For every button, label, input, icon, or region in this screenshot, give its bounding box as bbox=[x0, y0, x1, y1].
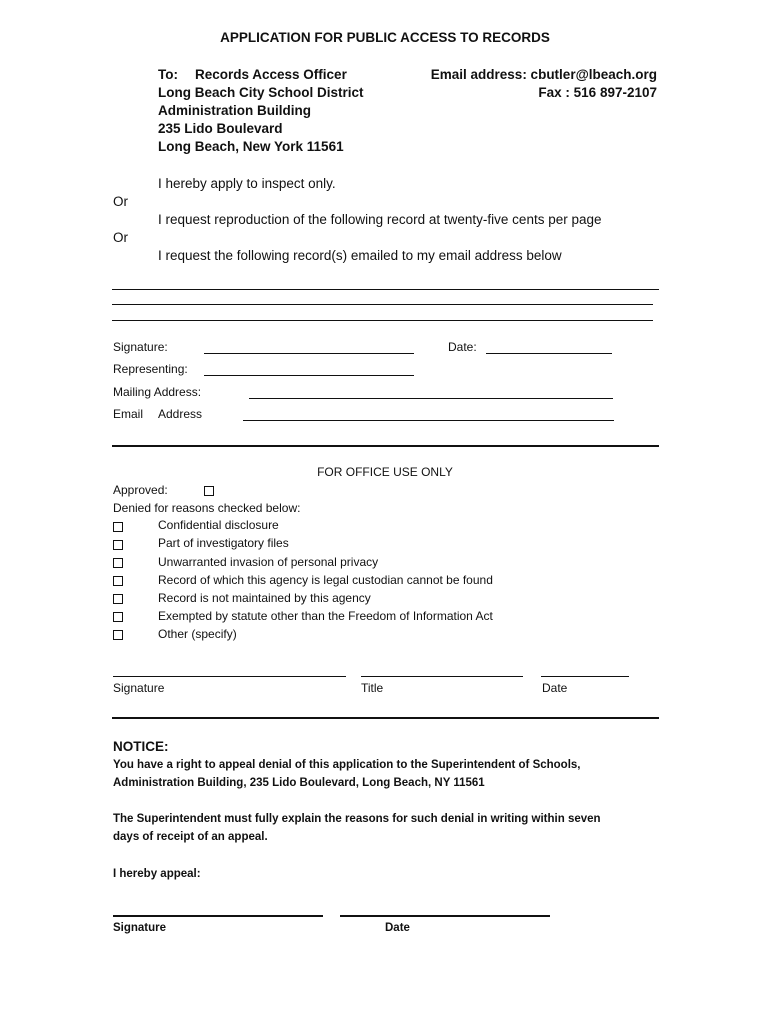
notice-text: You have a right to appeal denial of this application to the Superintendent of Schools, bbox=[113, 759, 581, 771]
reason-label: Other (specify) bbox=[158, 627, 237, 641]
office-signature-label: Signature bbox=[113, 681, 165, 695]
office-date-field[interactable] bbox=[541, 676, 629, 677]
to-label: To: bbox=[158, 67, 178, 82]
reason-checkbox[interactable] bbox=[113, 576, 123, 586]
street-address: 235 Lido Boulevard bbox=[158, 121, 283, 136]
office-heading: FOR OFFICE USE ONLY bbox=[317, 465, 453, 479]
option-emailed: I request the following record(s) emailed to my email address below bbox=[158, 248, 562, 263]
city-address: Long Beach, New York 11561 bbox=[158, 139, 344, 154]
approved-label: Approved: bbox=[113, 483, 168, 497]
date-label: Date: bbox=[448, 340, 477, 354]
building-name: Administration Building bbox=[158, 103, 311, 118]
request-line-1[interactable] bbox=[112, 289, 659, 290]
option-reproduce: I request reproduction of the following record at twenty-five cents per page bbox=[158, 212, 602, 227]
records-officer: Records Access Officer bbox=[195, 67, 347, 82]
reason-label: Record of which this agency is legal custodian cannot be found bbox=[158, 573, 493, 587]
representing-field[interactable] bbox=[204, 375, 414, 376]
or-label-2: Or bbox=[113, 230, 128, 245]
appeal-signature-field[interactable] bbox=[113, 915, 323, 917]
mailing-label: Mailing Address: bbox=[113, 385, 202, 399]
fax-contact: Fax : 516 897-2107 bbox=[538, 85, 657, 100]
date-field[interactable] bbox=[486, 353, 612, 354]
reason-checkbox[interactable] bbox=[113, 522, 123, 532]
district-name: Long Beach City School District bbox=[158, 85, 364, 100]
notice-text: days of receipt of an appeal. bbox=[113, 831, 268, 843]
email-address-label: Address bbox=[158, 407, 203, 421]
reason-checkbox[interactable] bbox=[113, 630, 123, 640]
request-line-3[interactable] bbox=[112, 320, 653, 321]
reason-label: Record is not maintained by this agency bbox=[158, 591, 371, 605]
section-divider-1 bbox=[112, 445, 659, 447]
email-label: Email bbox=[113, 407, 144, 421]
reason-label: Confidential disclosure bbox=[158, 518, 279, 532]
form-title: APPLICATION FOR PUBLIC ACCESS TO RECORDS bbox=[220, 30, 550, 45]
appeal-date-label: Date bbox=[385, 922, 410, 934]
reason-label: Part of investigatory files bbox=[158, 536, 289, 550]
reason-label: Unwarranted invasion of personal privacy bbox=[158, 555, 379, 569]
option-inspect: I hereby apply to inspect only. bbox=[158, 176, 336, 191]
or-label-1: Or bbox=[113, 194, 128, 209]
notice-heading: NOTICE: bbox=[113, 739, 169, 754]
denied-label: Denied for reasons checked below: bbox=[113, 501, 301, 515]
email-field[interactable] bbox=[243, 420, 614, 421]
office-title-label: Title bbox=[361, 681, 384, 695]
reason-checkbox[interactable] bbox=[113, 594, 123, 604]
office-date-label: Date bbox=[542, 681, 568, 695]
notice-text: The Superintendent must fully explain the reasons for such denial in writing within seven bbox=[113, 813, 601, 825]
mailing-field[interactable] bbox=[249, 398, 613, 399]
representing-label: Representing: bbox=[113, 362, 188, 376]
appeal-signature-label: Signature bbox=[113, 922, 167, 934]
section-divider-2 bbox=[112, 717, 659, 719]
signature-label: Signature: bbox=[113, 340, 168, 354]
reason-checkbox[interactable] bbox=[113, 540, 123, 550]
email-contact: Email address: cbutler@lbeach.org bbox=[430, 67, 657, 82]
signature-field[interactable] bbox=[204, 353, 414, 354]
reason-label: Exempted by statute other than the Freedom of Information Act bbox=[158, 609, 493, 623]
reason-checkbox[interactable] bbox=[113, 558, 123, 568]
request-line-2[interactable] bbox=[112, 304, 653, 305]
office-signature-field[interactable] bbox=[113, 676, 346, 677]
approved-checkbox[interactable] bbox=[204, 486, 214, 496]
appeal-date-field[interactable] bbox=[340, 915, 550, 917]
notice-text: Administration Building, 235 Lido Boulevard, Long Beach, NY 11561 bbox=[113, 777, 485, 789]
appeal-label: I hereby appeal: bbox=[113, 868, 201, 880]
reason-checkbox[interactable] bbox=[113, 612, 123, 622]
office-title-field[interactable] bbox=[361, 676, 523, 677]
